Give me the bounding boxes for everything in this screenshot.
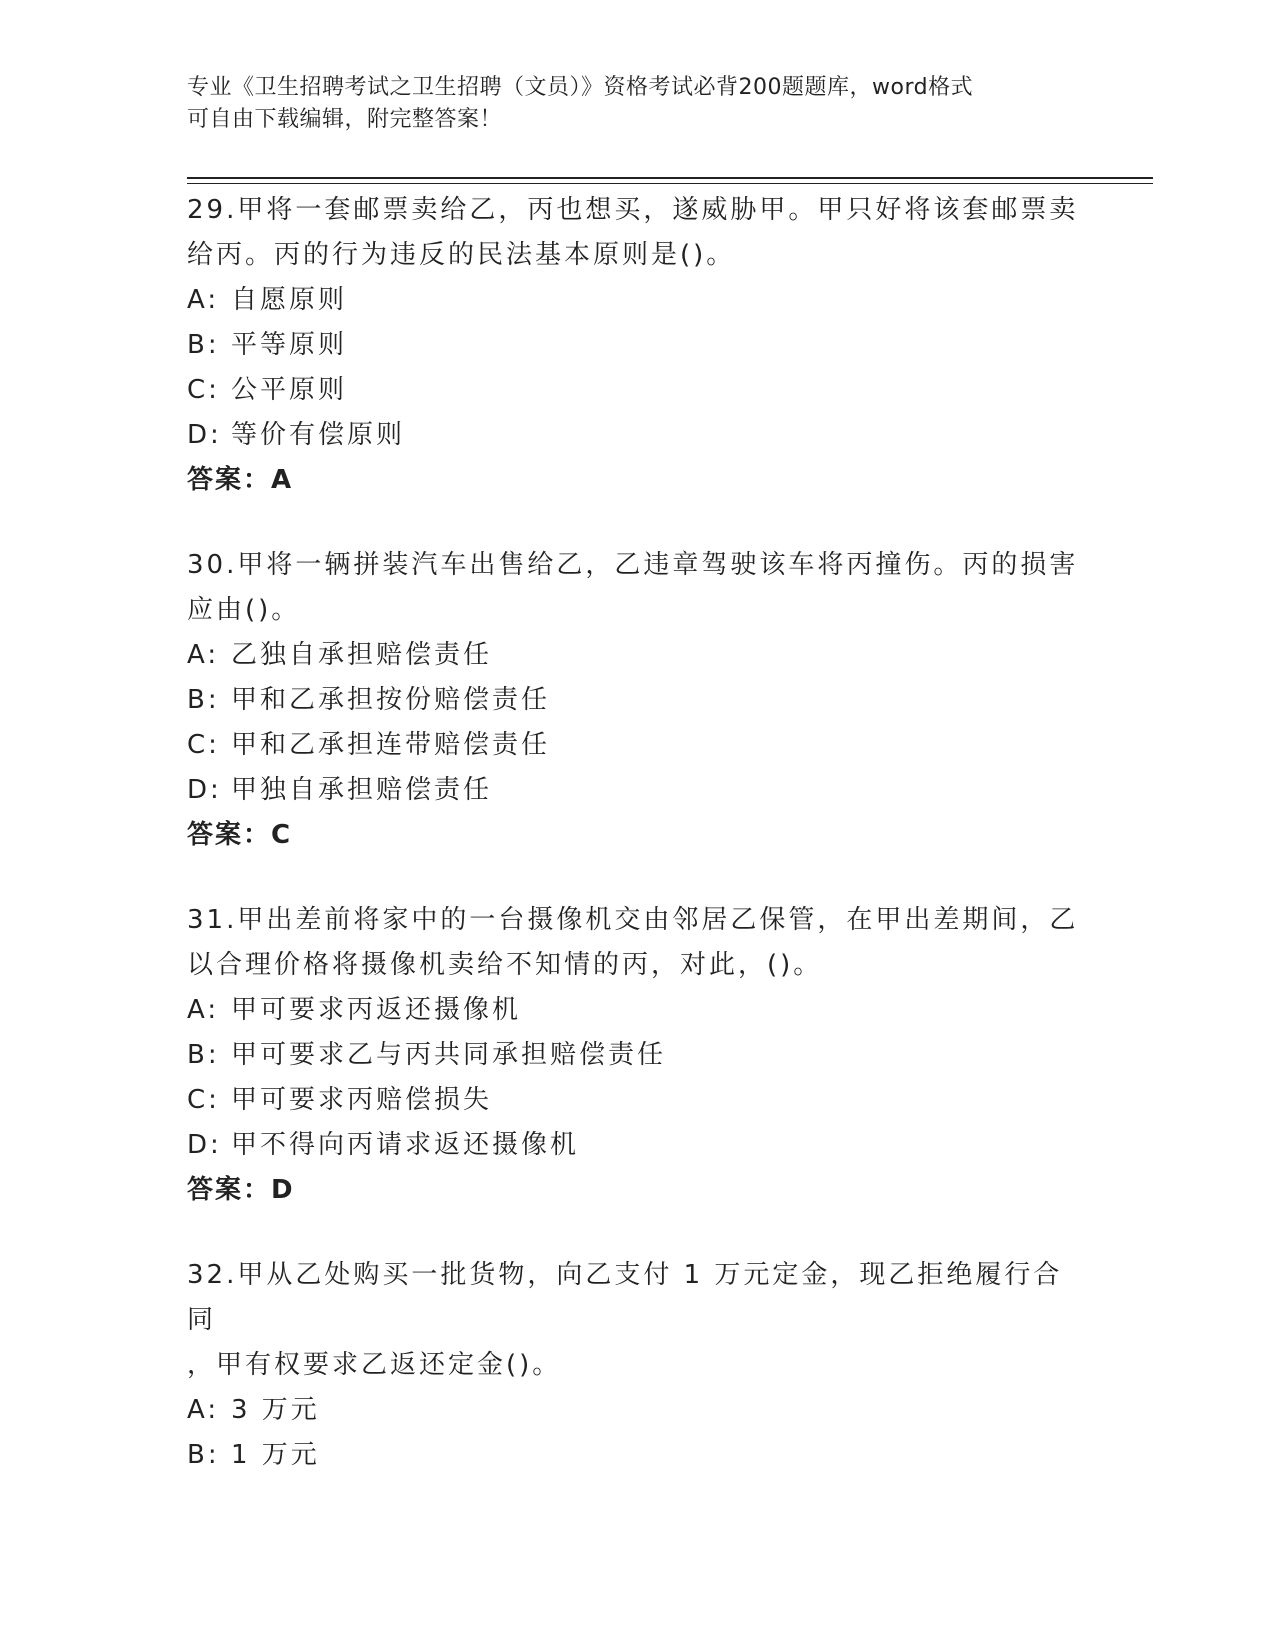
option-key: C: xyxy=(187,730,220,760)
option-d xyxy=(187,413,1087,458)
option-text: 甲独自承担赔偿责任 xyxy=(231,775,493,805)
option-b xyxy=(187,678,1087,723)
option-a xyxy=(187,988,1087,1033)
option-text: 等价有偿原则 xyxy=(231,420,406,450)
option-key: B: xyxy=(187,685,220,715)
option-key: B: xyxy=(187,1440,220,1470)
option-text: 3 万元 xyxy=(231,1395,320,1425)
answer: 答案：C xyxy=(187,820,293,850)
option-text: 甲可要求乙与丙共同承担赔偿责任 xyxy=(231,1040,667,1070)
option-key: A: xyxy=(187,1395,220,1425)
option-key: C: xyxy=(187,1085,220,1115)
option-text: 平等原则 xyxy=(231,330,348,360)
question-31 xyxy=(187,898,1087,1213)
question-32 xyxy=(187,1253,1087,1478)
option-c xyxy=(187,1078,1087,1123)
option-text: 甲不得向丙请求返还摄像机 xyxy=(231,1130,580,1160)
question-stem xyxy=(187,543,1087,633)
question-list xyxy=(187,188,1087,1518)
option-text: 1 万元 xyxy=(231,1440,320,1470)
option-key: A: xyxy=(187,640,220,670)
option-key: D: xyxy=(187,420,222,450)
question-stem xyxy=(187,898,1087,988)
option-b xyxy=(187,1433,1087,1478)
question-stem-line: 以合理价格将摄像机卖给不知情的丙，对此，()。 xyxy=(187,950,823,980)
question-stem-line: 给丙。丙的行为违反的民法基本原则是()。 xyxy=(187,240,736,270)
option-key: B: xyxy=(187,1040,220,1070)
header-line-2: 可自由下载编辑，附完整答案！ xyxy=(187,107,503,132)
header-divider-thick xyxy=(187,177,1153,179)
answer: 答案：A xyxy=(187,465,294,495)
question-stem-line: 应由()。 xyxy=(187,595,301,625)
option-a xyxy=(187,1388,1087,1433)
option-key: C: xyxy=(187,375,220,405)
option-text: 乙独自承担赔偿责任 xyxy=(231,640,493,670)
option-a xyxy=(187,278,1087,323)
option-c xyxy=(187,723,1087,768)
option-c xyxy=(187,368,1087,413)
option-a xyxy=(187,633,1087,678)
question-stem-line: 29.甲将一套邮票卖给乙，丙也想买，遂威胁甲。甲只好将该套邮票卖 xyxy=(187,195,1079,225)
option-text: 甲可要求丙返还摄像机 xyxy=(231,995,522,1025)
question-stem xyxy=(187,188,1087,278)
header-divider-thin xyxy=(187,183,1153,184)
document-header xyxy=(187,72,1067,136)
option-text: 甲和乙承担按份赔偿责任 xyxy=(231,685,551,715)
option-text: 甲和乙承担连带赔偿责任 xyxy=(231,730,551,760)
option-b xyxy=(187,323,1087,368)
option-key: D: xyxy=(187,775,222,805)
option-b xyxy=(187,1033,1087,1078)
option-d xyxy=(187,1123,1087,1168)
answer: 答案：D xyxy=(187,1175,295,1205)
header-line-1: 专业《卫生招聘考试之卫生招聘（文员）》资格考试必背200题题库，word格式 xyxy=(187,75,974,100)
question-29 xyxy=(187,188,1087,503)
option-text: 甲可要求丙赔偿损失 xyxy=(231,1085,493,1115)
option-key: A: xyxy=(187,995,220,1025)
option-key: A: xyxy=(187,285,220,315)
option-key: B: xyxy=(187,330,220,360)
question-stem xyxy=(187,1253,1087,1388)
option-key: D: xyxy=(187,1130,222,1160)
question-stem-line: 31.甲出差前将家中的一台摄像机交由邻居乙保管，在甲出差期间，乙 xyxy=(187,905,1079,935)
question-stem-line: ，甲有权要求乙返还定金()。 xyxy=(187,1350,562,1380)
question-30 xyxy=(187,543,1087,858)
option-text: 自愿原则 xyxy=(231,285,348,315)
question-stem-line: 30.甲将一辆拼装汽车出售给乙，乙违章驾驶该车将丙撞伤。丙的损害 xyxy=(187,550,1079,580)
question-stem-line: 32.甲从乙处购买一批货物，向乙支付 1 万元定金，现乙拒绝履行合同 xyxy=(187,1260,1063,1335)
option-text: 公平原则 xyxy=(231,375,348,405)
option-d xyxy=(187,768,1087,813)
